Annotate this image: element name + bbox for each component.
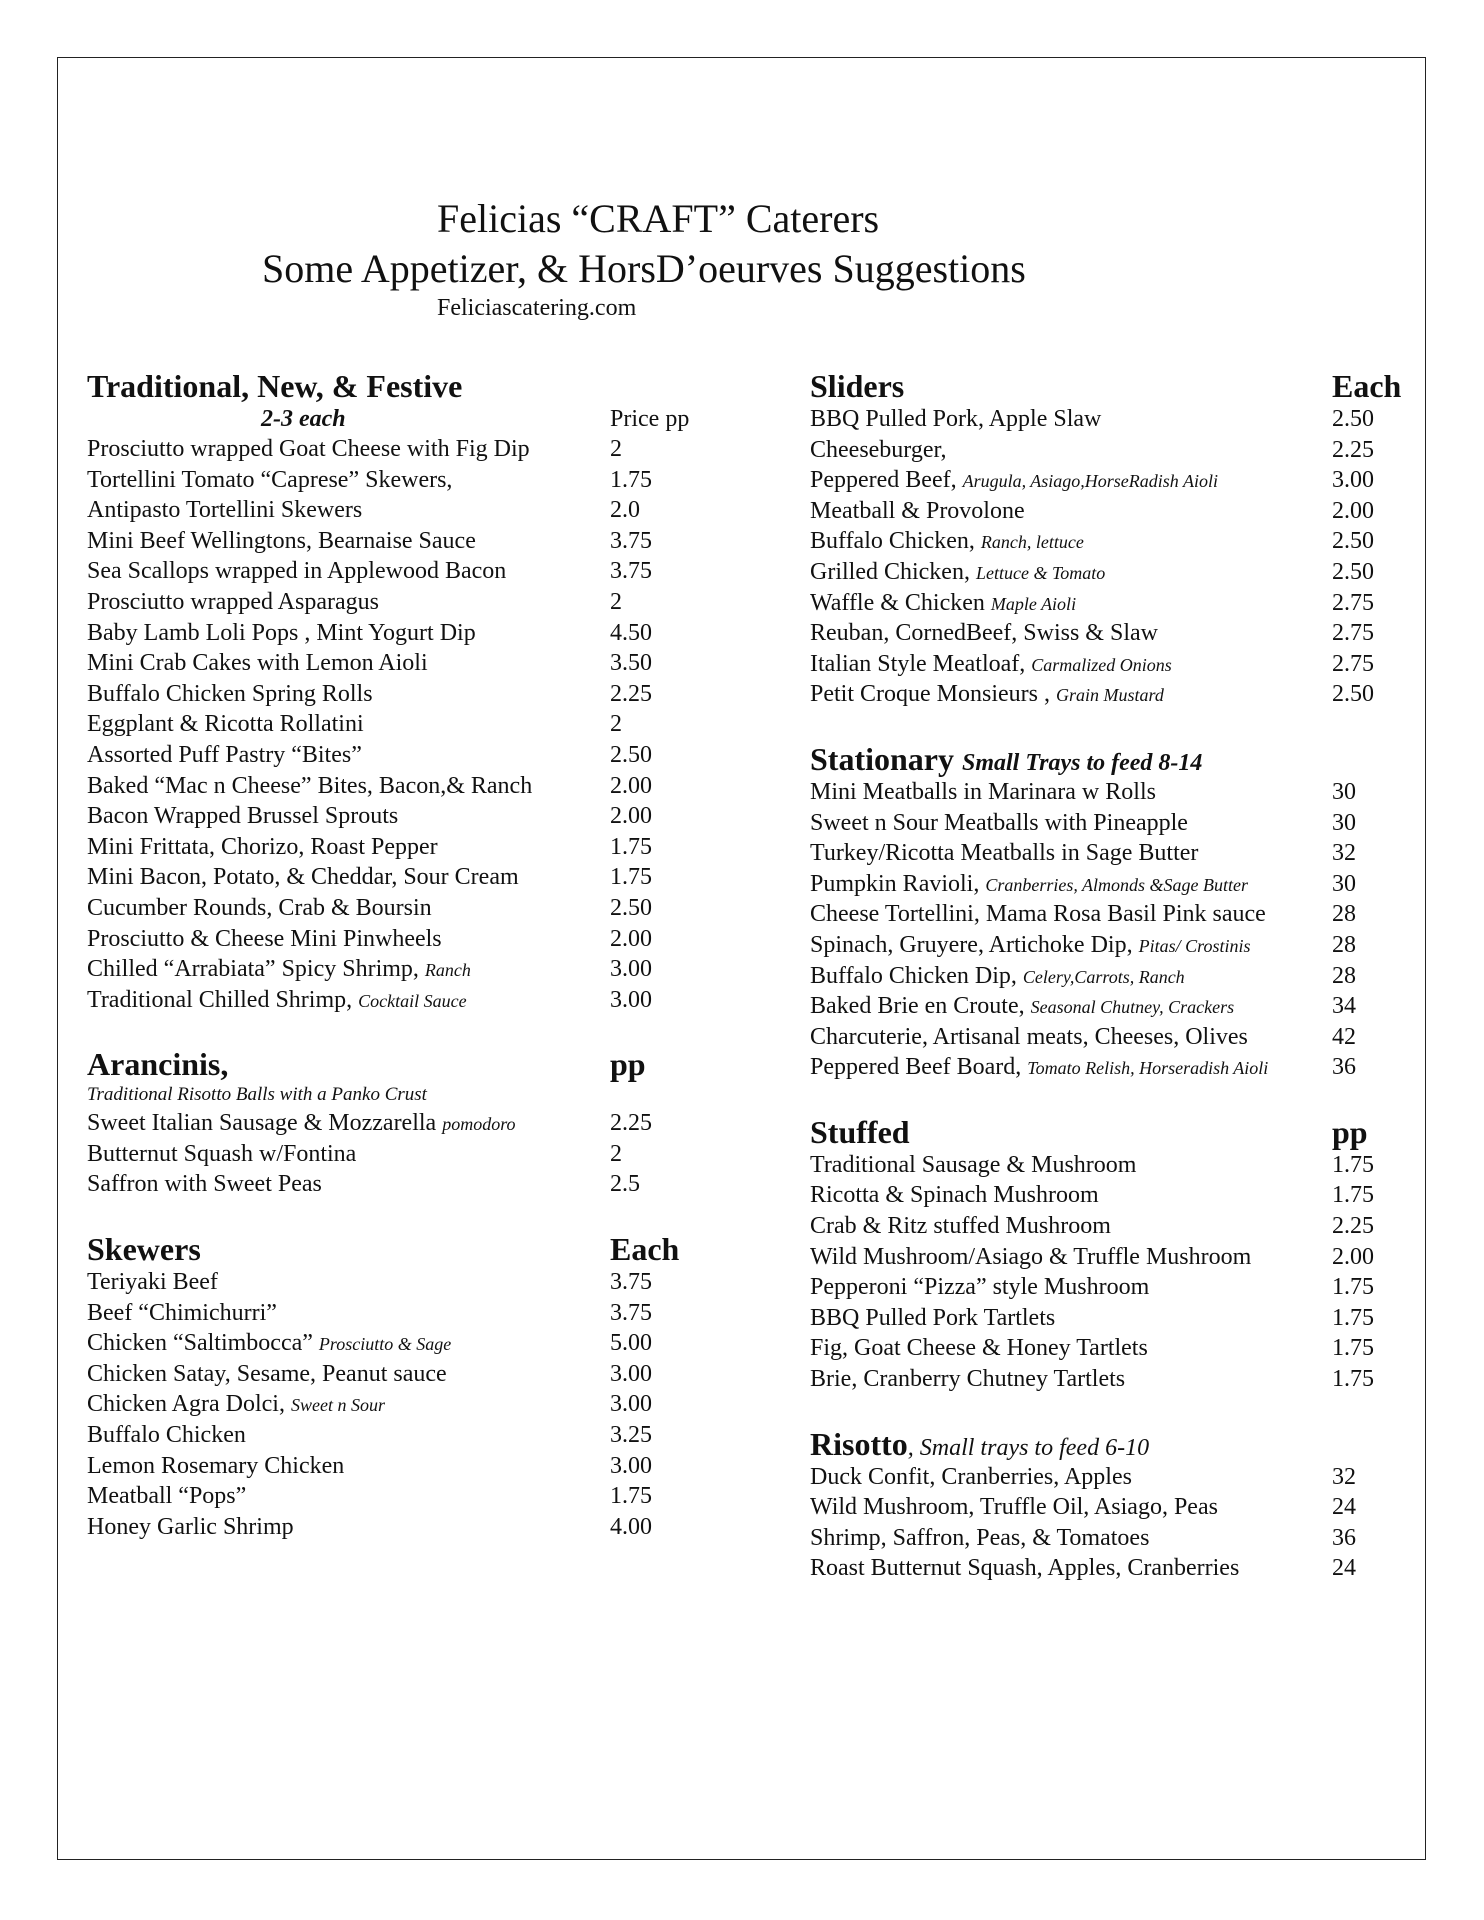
- menu-item: [87, 1169, 727, 1200]
- item-price: 2: [610, 436, 622, 462]
- item-name: BBQ Pulled Pork Tartlets: [810, 1304, 1056, 1331]
- item-description: Seasonal Chutney, Crackers: [1030, 997, 1235, 1018]
- item-name: Beef “Chimichurri”: [87, 1299, 277, 1326]
- item-price: 2.25: [610, 1110, 652, 1137]
- menu-item: [87, 618, 727, 649]
- item-price: 2.50: [610, 741, 652, 768]
- item-name: Buffalo Chicken,: [810, 528, 975, 555]
- item-price: 2.75: [1332, 620, 1374, 647]
- menu-subtitle: Some Appetizer, & HorsD’oeurves Suggestions: [262, 246, 1026, 291]
- item-price: 2.50: [1332, 681, 1374, 708]
- item-name: Tortellini Tomato “Caprese” Skewers,: [87, 466, 453, 493]
- item-name: Assorted Puff Pastry “Bites”: [87, 741, 362, 768]
- menu-item: [87, 495, 727, 526]
- item-name: Honey Garlic Shrimp: [87, 1513, 294, 1540]
- item-description: Ranch: [424, 960, 471, 981]
- item-price: 3.75: [610, 1269, 652, 1296]
- price-column-label: Each: [610, 1231, 680, 1268]
- item-name: Chicken “Saltimbocca”: [87, 1330, 313, 1357]
- item-price: 3.50: [610, 650, 652, 677]
- menu-item: [810, 777, 1410, 808]
- item-price: 1.75: [1332, 1274, 1374, 1301]
- item-price: 42: [1332, 1023, 1356, 1050]
- item-name: Ricotta & Spinach Mushroom: [810, 1182, 1099, 1209]
- item-name: Buffalo Chicken Spring Rolls: [87, 680, 373, 707]
- menu-item: [810, 1523, 1410, 1554]
- item-price: 3.00: [610, 1452, 652, 1479]
- section-title: Stuffed: [810, 1113, 910, 1150]
- item-price: 3.00: [610, 1391, 652, 1418]
- item-name: Grilled Chicken,: [810, 558, 970, 585]
- item-price: 2.50: [1332, 406, 1374, 432]
- item-price: 28: [1332, 962, 1356, 989]
- item-name: Fig, Goat Cheese & Honey Tartlets: [810, 1335, 1148, 1362]
- menu-item: [810, 649, 1410, 680]
- item-name: Bacon Wrapped Brussel Sprouts: [87, 803, 399, 830]
- item-price: 3.75: [610, 558, 652, 585]
- item-name: Teriyaki Beef: [87, 1269, 218, 1296]
- item-name: Wild Mushroom, Truffle Oil, Asiago, Peas: [810, 1494, 1218, 1521]
- item-price: 2: [610, 711, 622, 738]
- item-name: Prosciutto wrapped Asparagus: [87, 588, 379, 615]
- item-list: [810, 404, 1410, 710]
- item-name: Buffalo Chicken Dip,: [810, 962, 1017, 989]
- item-name: Mini Frittata, Chorizo, Roast Pepper: [87, 833, 438, 860]
- item-name: Italian Style Meatloaf,: [810, 650, 1026, 677]
- caterer-title: Felicias “CRAFT” Caterers: [437, 196, 880, 241]
- menu-item: [87, 1512, 727, 1543]
- item-name: Mini Bacon, Potato, & Cheddar, Sour Cream: [87, 864, 519, 891]
- section-arancinis: [87, 1046, 727, 1200]
- menu-item: [810, 1150, 1410, 1181]
- menu-item: [810, 588, 1410, 619]
- item-list: [810, 1150, 1410, 1395]
- item-name: Sweet Italian Sausage & Mozzarella: [87, 1110, 437, 1137]
- section-heading: [87, 1046, 727, 1082]
- item-name: Mini Crab Cakes with Lemon Aioli: [87, 650, 428, 677]
- item-price: 3.00: [610, 956, 652, 983]
- menu-item: [87, 954, 727, 985]
- item-name: Turkey/Ricotta Meatballs in Sage Butter: [810, 840, 1199, 867]
- item-price: 2.25: [610, 680, 652, 707]
- item-list: [810, 1462, 1410, 1584]
- item-description: Maple Aioli: [990, 593, 1077, 614]
- section-heading: [87, 1231, 727, 1267]
- menu-item: [810, 465, 1410, 496]
- item-price: 2: [610, 1140, 622, 1167]
- section-title: Traditional, New, & Festive: [87, 368, 463, 404]
- item-price: 2.75: [1332, 589, 1374, 616]
- section-sliders: [810, 368, 1410, 710]
- item-description: Arugula, Asiago,HorseRadish Aioli: [962, 471, 1218, 492]
- section-stationary: [810, 741, 1410, 1083]
- menu-item: [810, 899, 1410, 930]
- item-name: Baked “Mac n Cheese” Bites, Bacon,& Ranch: [87, 772, 533, 799]
- menu-item: [810, 404, 1410, 435]
- section-stuffed: [810, 1114, 1410, 1395]
- menu-item: [87, 1139, 727, 1170]
- item-name: Buffalo Chicken: [87, 1422, 246, 1449]
- menu-item: [87, 924, 727, 955]
- item-price: 3.00: [1332, 467, 1374, 494]
- item-description: Sweet n Sour: [290, 1395, 385, 1416]
- item-name: Chicken Satay, Sesame, Peanut sauce: [87, 1360, 447, 1387]
- item-price: 1.75: [1332, 1182, 1374, 1209]
- section-heading: [810, 1114, 1410, 1150]
- item-price: 2.50: [1332, 528, 1374, 555]
- item-name: Baked Brie en Croute,: [810, 993, 1025, 1020]
- menu-item: [87, 771, 727, 802]
- item-name: Eggplant & Ricotta Rollatini: [87, 711, 364, 738]
- item-list: [87, 1108, 727, 1200]
- menu-item: [810, 808, 1410, 839]
- section-heading: [87, 368, 727, 404]
- menu-item: [810, 991, 1410, 1022]
- item-price: 24: [1332, 1494, 1356, 1521]
- item-price: 2.25: [1332, 436, 1374, 463]
- item-name: Meatball “Pops”: [87, 1483, 247, 1510]
- menu-item: [87, 1420, 727, 1451]
- item-list: [810, 777, 1410, 1083]
- menu-item: [810, 1364, 1410, 1395]
- item-price: 3.25: [610, 1422, 652, 1449]
- section-subtitle: Small Trays to feed 8-14: [962, 749, 1203, 776]
- item-name: Chicken Agra Dolci,: [87, 1391, 285, 1418]
- menu-item: [87, 434, 727, 465]
- section-note: Traditional Risotto Balls with a Panko Crust: [87, 1084, 427, 1106]
- item-name: Chilled “Arrabiata” Spicy Shrimp,: [87, 956, 419, 983]
- item-price: 3.75: [610, 1299, 652, 1326]
- section-title: Skewers: [87, 1231, 201, 1268]
- item-price: 30: [1332, 870, 1356, 897]
- item-description: Lettuce & Tomato: [975, 562, 1106, 583]
- menu-item: [810, 496, 1410, 527]
- item-description: Celery,Carrots, Ranch: [1022, 966, 1185, 987]
- item-name: Petit Croque Monsieurs ,: [810, 681, 1050, 708]
- left-column: [87, 368, 727, 1573]
- item-name: Saffron with Sweet Peas: [87, 1171, 322, 1198]
- item-price: 2.00: [1332, 497, 1374, 524]
- menu-item: [810, 961, 1410, 992]
- section-heading: [810, 1426, 1410, 1462]
- item-name: Spinach, Gruyere, Artichoke Dip,: [810, 931, 1133, 958]
- menu-item: [87, 709, 727, 740]
- item-name: Sea Scallops wrapped in Applewood Bacon: [87, 558, 507, 585]
- item-price: 2.0: [610, 497, 640, 524]
- item-price: 1.75: [1332, 1151, 1374, 1178]
- menu-item: [87, 1451, 727, 1482]
- menu-item: [87, 1389, 727, 1420]
- item-price: 32: [1332, 1463, 1356, 1490]
- menu-item: [87, 893, 727, 924]
- menu-item: [87, 832, 727, 863]
- item-name: BBQ Pulled Pork, Apple Slaw: [810, 406, 1102, 432]
- menu-item: [810, 435, 1410, 466]
- menu-item: [810, 838, 1410, 869]
- item-price: 30: [1332, 809, 1356, 836]
- menu-item: [87, 1328, 727, 1359]
- menu-item: [87, 1108, 727, 1139]
- item-price: 4.00: [610, 1513, 652, 1540]
- item-price: 34: [1332, 993, 1356, 1020]
- menu-item: [87, 526, 727, 557]
- menu-item: [87, 679, 727, 710]
- item-description: Cranberries, Almonds &Sage Butter: [985, 874, 1249, 895]
- item-name: Peppered Beef,: [810, 467, 957, 494]
- section-skewers: [87, 1231, 727, 1542]
- item-name: Prosciutto wrapped Goat Cheese with Fig Dip: [87, 436, 530, 462]
- item-price: 2.50: [1332, 558, 1374, 585]
- item-name: Duck Confit, Cranberries, Apples: [810, 1463, 1132, 1490]
- price-column-label: Price pp: [610, 406, 690, 432]
- menu-item: [810, 1272, 1410, 1303]
- menu-item: [810, 1462, 1410, 1493]
- item-name: Charcuterie, Artisanal meats, Cheeses, Olives: [810, 1023, 1248, 1050]
- item-price: 36: [1332, 1524, 1356, 1551]
- menu-item: [810, 618, 1410, 649]
- menu-item: [810, 557, 1410, 588]
- price-column-label: Each: [1332, 368, 1402, 404]
- section-risotto: [810, 1426, 1410, 1584]
- price-column-label: pp: [1332, 1113, 1368, 1150]
- item-price: 1.75: [1332, 1366, 1374, 1393]
- menu-item: [810, 869, 1410, 900]
- menu-item: [87, 862, 727, 893]
- item-description: Tomato Relish, Horseradish Aioli: [1027, 1058, 1269, 1079]
- item-name: Cheeseburger,: [810, 436, 947, 463]
- item-name: Butternut Squash w/Fontina: [87, 1140, 357, 1167]
- menu-item: [810, 1492, 1410, 1523]
- item-price: 3.75: [610, 527, 652, 554]
- menu-item: [810, 1180, 1410, 1211]
- item-name: Wild Mushroom/Asiago & Truffle Mushroom: [810, 1243, 1252, 1270]
- item-price: 1.75: [610, 466, 652, 493]
- item-description: Ranch, lettuce: [980, 532, 1084, 553]
- menu-item: [810, 679, 1410, 710]
- item-price: 24: [1332, 1555, 1356, 1582]
- item-name: Mini Meatballs in Marinara w Rolls: [810, 778, 1156, 805]
- item-price: 2.5: [610, 1171, 640, 1198]
- menu-item: [810, 1333, 1410, 1364]
- item-description: Carmalized Onions: [1031, 654, 1172, 675]
- item-price: 2.00: [610, 925, 652, 952]
- item-price: 2.50: [610, 894, 652, 921]
- item-price: 36: [1332, 1054, 1356, 1081]
- section-title: Sliders: [810, 368, 905, 404]
- menu-item: [87, 801, 727, 832]
- menu-item: [87, 648, 727, 679]
- item-price: 4.50: [610, 619, 652, 646]
- item-name: Sweet n Sour Meatballs with Pineapple: [810, 809, 1188, 836]
- menu-item: [810, 1022, 1410, 1053]
- item-name: Waffle & Chicken: [810, 589, 985, 616]
- item-price: 2.75: [1332, 650, 1374, 677]
- menu-item: [87, 465, 727, 496]
- item-price: 28: [1332, 931, 1356, 958]
- item-price: 32: [1332, 840, 1356, 867]
- item-name: Mini Beef Wellingtons, Bearnaise Sauce: [87, 527, 476, 554]
- menu-item: [810, 1303, 1410, 1334]
- item-price: 2.00: [610, 803, 652, 830]
- item-price: 2.00: [610, 772, 652, 799]
- section-title: Arancinis,: [87, 1046, 229, 1083]
- menu-item: [87, 1359, 727, 1390]
- item-price: 2: [610, 588, 622, 615]
- section-subheading: [87, 404, 727, 434]
- section-traditional: [87, 368, 727, 1015]
- item-price: 3.00: [610, 1360, 652, 1387]
- menu-item: [87, 1267, 727, 1298]
- item-price: 1.75: [1332, 1304, 1374, 1331]
- menu-item: [810, 1242, 1410, 1273]
- item-name: Meatball & Provolone: [810, 497, 1025, 524]
- item-name: Cheese Tortellini, Mama Rosa Basil Pink sauce: [810, 901, 1266, 928]
- item-price: 1.75: [610, 1483, 652, 1510]
- item-name: Reuban, CornedBeef, Swiss & Slaw: [810, 620, 1158, 647]
- section-title: Risotto: [810, 1425, 908, 1462]
- item-price: 1.75: [1332, 1335, 1374, 1362]
- item-price: 5.00: [610, 1330, 652, 1357]
- item-price: 1.75: [610, 864, 652, 891]
- item-name: Pumpkin Ravioli,: [810, 870, 980, 897]
- item-name: Shrimp, Saffron, Peas, & Tomatoes: [810, 1524, 1150, 1551]
- item-price: 2.00: [1332, 1243, 1374, 1270]
- item-price: 30: [1332, 778, 1356, 805]
- item-name: Prosciutto & Cheese Mini Pinwheels: [87, 925, 442, 952]
- item-list: [87, 434, 727, 1015]
- website-link[interactable]: Feliciascatering.com: [437, 295, 637, 321]
- menu-item: [810, 1052, 1410, 1083]
- section-subtitle: , Small trays to feed 6-10: [907, 1434, 1150, 1461]
- menu-item: [87, 740, 727, 771]
- item-name: Pepperoni “Pizza” style Mushroom: [810, 1274, 1150, 1301]
- item-name: Crab & Ritz stuffed Mushroom: [810, 1213, 1111, 1240]
- item-list: [87, 1267, 727, 1542]
- item-name: Traditional Sausage & Mushroom: [810, 1151, 1137, 1178]
- item-name: Baby Lamb Loli Pops , Mint Yogurt Dip: [87, 619, 476, 646]
- menu-item: [810, 526, 1410, 557]
- item-name: Lemon Rosemary Chicken: [87, 1452, 345, 1479]
- section-title: Stationary: [810, 740, 954, 777]
- item-description: Grain Mustard: [1056, 685, 1164, 706]
- item-description: pomodoro: [442, 1114, 516, 1135]
- item-description: Cocktail Sauce: [358, 990, 467, 1011]
- price-column-label: pp: [610, 1046, 646, 1083]
- item-name: Antipasto Tortellini Skewers: [87, 497, 363, 524]
- menu-item: [87, 1298, 727, 1329]
- item-price: 1.75: [610, 833, 652, 860]
- menu-item: [810, 1211, 1410, 1242]
- item-name: Traditional Chilled Shrimp,: [87, 986, 353, 1013]
- section-heading: [810, 741, 1410, 777]
- item-price: 28: [1332, 901, 1356, 928]
- item-name: Peppered Beef Board,: [810, 1054, 1022, 1081]
- section-heading: [810, 368, 1410, 404]
- item-price: 3.00: [610, 986, 652, 1013]
- item-name: Roast Butternut Squash, Apples, Cranberries: [810, 1555, 1240, 1582]
- menu-item: [810, 930, 1410, 961]
- item-price: 2.25: [1332, 1213, 1374, 1240]
- menu-item: [87, 1481, 727, 1512]
- right-column: [810, 368, 1410, 1615]
- menu-item: [87, 587, 727, 618]
- item-description: Pitas/ Crostinis: [1138, 935, 1251, 956]
- item-description: Prosciutto & Sage: [318, 1334, 452, 1355]
- menu-item: [87, 556, 727, 587]
- menu-item: [87, 985, 727, 1016]
- menu-item: [810, 1553, 1410, 1584]
- section-subtitle: 2-3 each: [261, 406, 346, 432]
- item-name: Brie, Cranberry Chutney Tartlets: [810, 1366, 1126, 1393]
- item-name: Cucumber Rounds, Crab & Boursin: [87, 894, 432, 921]
